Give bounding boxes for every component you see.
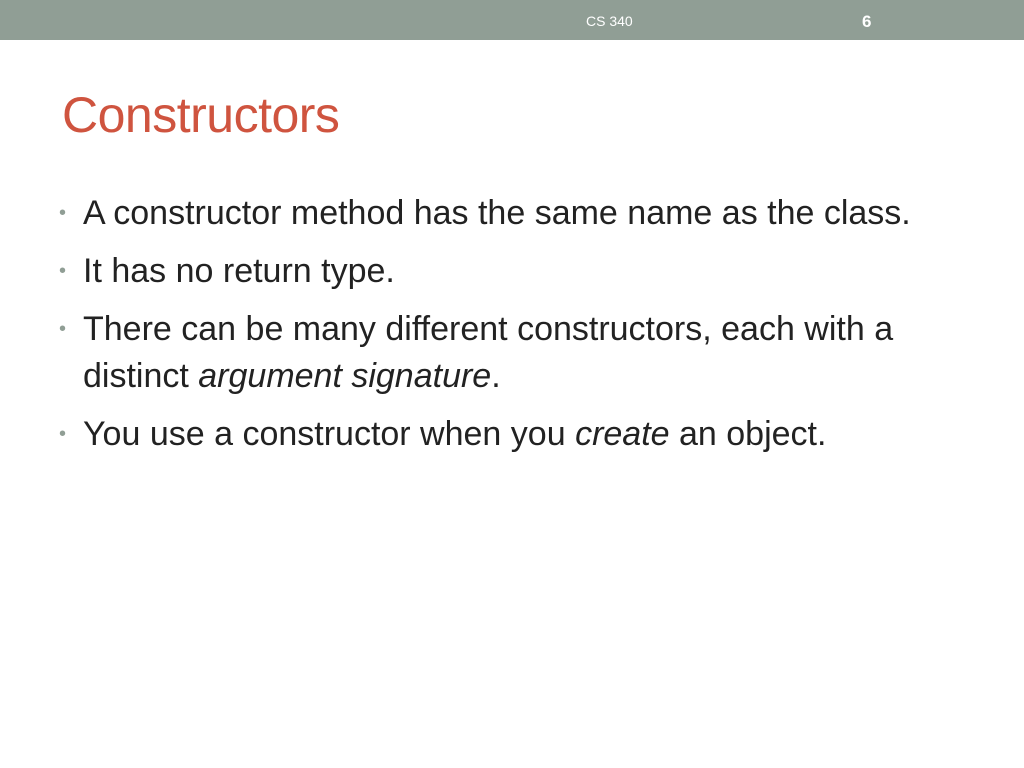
bullet-icon: • (59, 423, 67, 445)
bullet-text: There can be many different constructors, each with a distinct (83, 310, 894, 395)
bullet-item (58, 306, 978, 400)
bullet-text: . (491, 357, 501, 395)
bullet-item (58, 411, 978, 458)
slide-number: 6 (862, 12, 872, 31)
bullet-icon: • (59, 318, 67, 340)
bullet-item (58, 190, 978, 237)
header-bar (0, 0, 1024, 40)
bullet-text: You use a constructor when you (83, 415, 576, 453)
bullet-text: A constructor method has the same name as the class. (83, 194, 911, 232)
bullet-icon: • (59, 202, 67, 224)
course-label: CS 340 (586, 13, 633, 29)
bullet-icon: • (59, 260, 67, 282)
bullet-emphasis-text: create (575, 415, 670, 453)
bullet-text: It has no return type. (83, 252, 395, 290)
bullet-text: an object. (669, 415, 827, 453)
bullet-emphasis-text: argument signature (198, 357, 492, 395)
bullet-item (58, 248, 978, 295)
slide-title: Constructors (62, 87, 340, 143)
bullet-list (58, 190, 978, 469)
